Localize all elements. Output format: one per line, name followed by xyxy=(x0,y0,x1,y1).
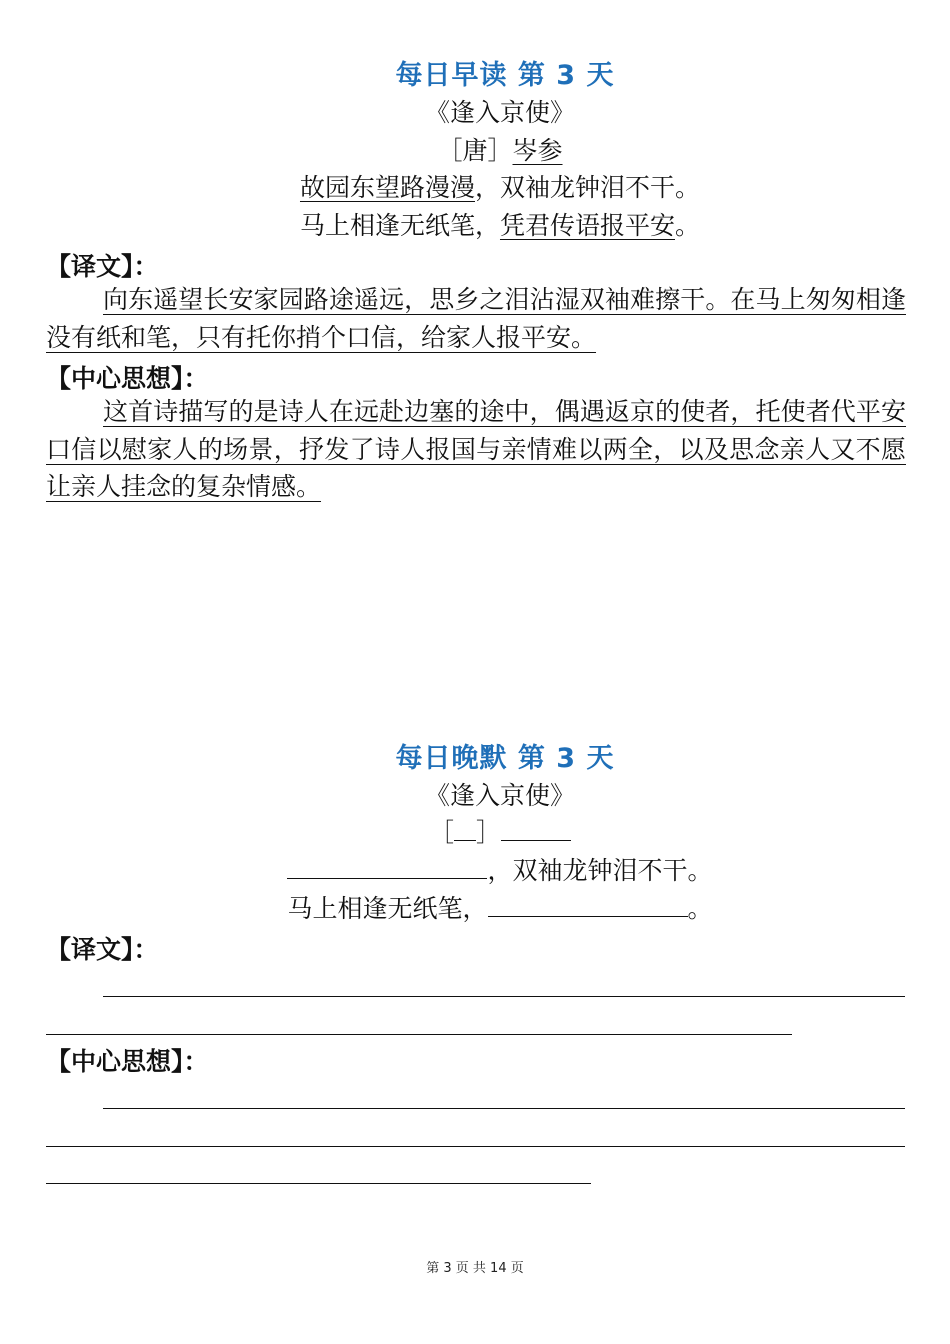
evening-translation-line-2[interactable] xyxy=(46,1034,792,1035)
evening-title: 每日晚默 第 3 天 xyxy=(395,743,615,774)
page-number: 第 3 页 共 14 页 xyxy=(426,1261,524,1276)
morning-line2-c: 。 xyxy=(675,211,701,240)
morning-poem-title: 《逢入京使》 xyxy=(424,98,575,127)
evening-line1-b: ，双袖龙钟泪不干。 xyxy=(487,856,713,885)
morning-theme-label: 【中心思想】： xyxy=(46,364,209,393)
morning-line1-a: 故园东望路漫漫 xyxy=(299,173,475,202)
evening-line1-blank[interactable] xyxy=(287,856,487,879)
morning-line2-a: 马上相逢无纸笔， xyxy=(299,211,500,240)
evening-author-line xyxy=(0,818,950,848)
evening-poem-line-2 xyxy=(0,894,950,924)
morning-translation-label: 【译文】： xyxy=(46,252,159,281)
evening-bracket-close: ］ xyxy=(476,818,502,847)
morning-line1-b: ，双袖龙钟泪不干。 xyxy=(475,173,701,202)
morning-line2-b: 凭君传语报平安 xyxy=(499,211,675,240)
morning-translation xyxy=(46,281,906,356)
evening-poem-line-1 xyxy=(0,856,950,886)
evening-translation-label: 【译文】： xyxy=(46,935,159,964)
evening-theme-line-3[interactable] xyxy=(46,1183,591,1184)
morning-poem-line-2 xyxy=(0,211,950,241)
morning-theme xyxy=(46,393,906,506)
morning-dynasty: ［唐］ xyxy=(437,136,513,165)
evening-line2-blank[interactable] xyxy=(488,894,688,917)
evening-theme-line-2[interactable] xyxy=(46,1146,905,1147)
morning-author: 岑参 xyxy=(512,136,563,165)
morning-poem-line-1 xyxy=(0,173,950,203)
evening-line2-c: 。 xyxy=(687,894,713,923)
evening-bracket-open: ［ xyxy=(428,818,454,847)
evening-translation-line-1[interactable] xyxy=(103,996,905,997)
evening-author-blank[interactable] xyxy=(501,818,571,841)
morning-theme-text: 这首诗描写的是诗人在远赴边塞的途中，偶遇返京的使者，托使者代平安口信以慰家人的场景，抒发了诗人报国与亲情难以两全，以及思念亲人又不愿让亲人挂念的复杂情感。 xyxy=(46,397,906,501)
morning-author-line xyxy=(0,136,950,166)
evening-poem-title: 《逢入京使》 xyxy=(424,781,575,810)
morning-title: 每日早读 第 3 天 xyxy=(395,60,615,91)
evening-theme-label: 【中心思想】： xyxy=(46,1047,209,1076)
evening-dynasty-blank[interactable] xyxy=(454,818,476,841)
evening-theme-line-1[interactable] xyxy=(103,1108,905,1109)
morning-translation-text: 向东遥望长安家园路途遥远，思乡之泪沾湿双袖难擦干。在马上匆匆相逢没有纸和笔，只有托你捎个口信，给家人报平安。 xyxy=(46,285,906,352)
evening-line2-a: 马上相逢无纸笔， xyxy=(287,894,488,923)
